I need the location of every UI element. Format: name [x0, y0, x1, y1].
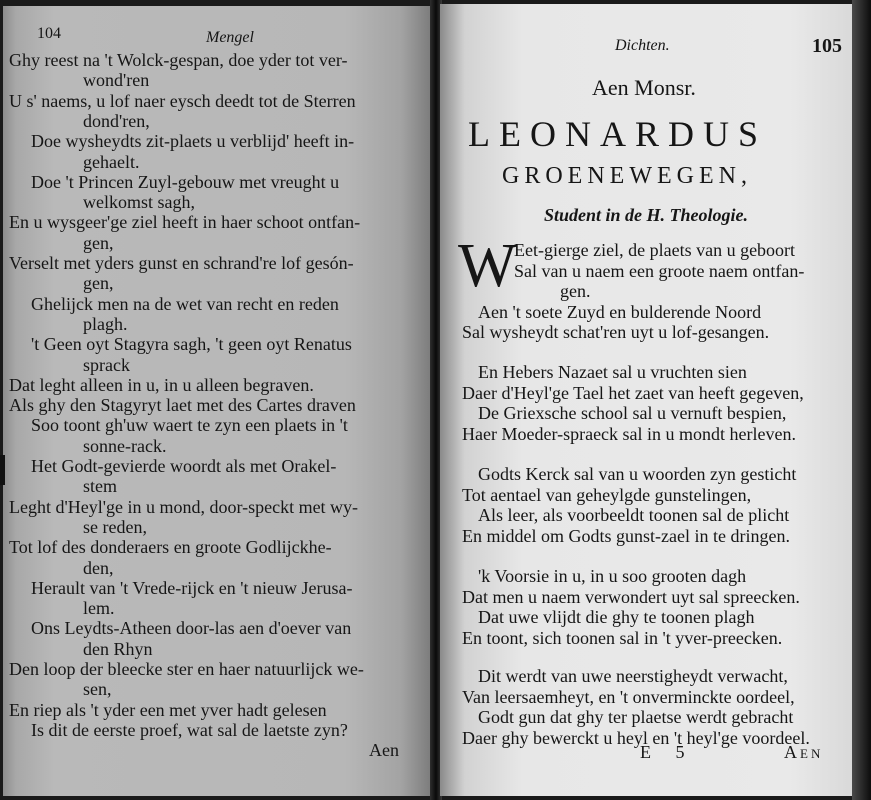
- text-line: Ghelijck men na de wet van recht en reden: [31, 293, 339, 314]
- poem-line: 'k Voorsie in u, in u soo grooten dagh: [478, 566, 747, 586]
- text-line: 't Geen oyt Stagyra sagh, 't geen oyt Renatus: [31, 334, 352, 355]
- poem-line: Dat men u naem verwondert uyt sal spreecken.: [462, 586, 800, 607]
- running-head: Dichten.: [615, 37, 670, 54]
- left-page: [3, 6, 431, 796]
- poem-line: Daer ghy bewerckt u heyl en 't heyl'ge voordeel.: [462, 727, 810, 748]
- poem-line: Aen 't soete Zuyd en bulderende Noord: [478, 301, 762, 322]
- text-line: se reden,: [83, 516, 147, 537]
- text-line: Het Godt-gevierde woordt als met Orakel-: [31, 456, 337, 476]
- poem-line: Van leersaemheyt, en 't onverminckte oordeel,: [462, 686, 795, 707]
- text-line: Ons Leydts-Atheen door-las aen d'oever van: [31, 618, 352, 639]
- title-name: LEONARDUS: [468, 114, 768, 154]
- text-line: gen,: [83, 232, 114, 253]
- right-page: [440, 4, 852, 796]
- poem-line: Eet-gierge ziel, de plaets van u geboort: [514, 240, 796, 260]
- text-line: Verselt met yders gunst en schrand're lof gesón-: [9, 253, 354, 273]
- text-line: sen,: [83, 679, 112, 700]
- poem-line: Dat uwe vlijdt die ghy te toonen plagh: [478, 607, 755, 627]
- poem-line: Godts Kerck sal van u woorden zyn gesticht: [478, 464, 797, 484]
- text-line: den,: [83, 557, 114, 578]
- text-line: den Rhyn: [83, 638, 153, 659]
- page-number: 104: [37, 25, 61, 42]
- poem-line: Godt gun dat ghy ter plaetse werdt gebracht: [478, 707, 794, 727]
- text-line: gen,: [83, 273, 114, 294]
- poem-line: En middel om Godts gunst-zael in te dringen.: [462, 525, 790, 546]
- poem-line: Tot aentael van geheylgde gunstelingen,: [462, 484, 752, 505]
- poem-line: Als leer, als voorbeeldt toonen sal de plicht: [478, 505, 790, 525]
- poem-line: Dit werdt van uwe neerstigheydt verwacht,: [478, 666, 788, 686]
- poem-line: Daer d'Heyl'ge Tael het zaet van heeft gegeven,: [462, 382, 804, 403]
- poem-line: Haer Moeder-spraeck sal in u mondt herleven.: [462, 423, 797, 444]
- text-line: plagh.: [83, 313, 128, 334]
- poem-line: En toont, sich toonen sal in 't yver-preecken.: [462, 627, 783, 648]
- poem-line: En Hebers Nazaet sal u vruchten sien: [478, 362, 747, 382]
- poem-line: De Griexsche school sal u vernuft bespien,: [478, 403, 787, 423]
- text-line: stem: [83, 476, 117, 497]
- text-line: wond'ren: [83, 70, 150, 91]
- poem-line: gen.: [560, 281, 591, 301]
- text-line: welkomst sagh,: [83, 192, 195, 213]
- text-line: Soo toont gh'uw waert te zyn een plaets in 't: [31, 415, 348, 436]
- text-line: Leght d'Heyl'ge in u mond, door-speckt met wy-: [9, 496, 359, 517]
- text-line: Herault van 't Vrede-rijck en 't nieuw Jerusa-: [31, 577, 353, 598]
- text-line: En riep als 't yder een met yver hadt gelesen: [9, 699, 327, 720]
- page-number: 105: [812, 35, 842, 57]
- text-line: U s' naems, u lof naer eysch deedt tot de Sterren: [9, 90, 356, 111]
- text-line: gehaelt.: [83, 151, 140, 172]
- poem-line: Sal van u naem een groote naem ontfan-: [514, 260, 805, 281]
- text-line: sprack: [83, 354, 130, 375]
- text-line: Dat leght alleen in u, in u alleen begraven.: [9, 374, 314, 395]
- catchword: Aen: [369, 740, 399, 760]
- catchword: Aen: [784, 742, 824, 762]
- drop-cap: W: [458, 232, 517, 300]
- text-line: Tot lof des donderaers en groote Godlijckhe-: [9, 537, 332, 558]
- text-line: Is dit de eerste proef, wat sal de laetste zyn?: [31, 719, 348, 740]
- text-line: Als ghy den Stagyryt laet met des Cartes draven: [9, 395, 356, 416]
- text-line: Den loop der bleecke ster en haer natuurlijck we-: [9, 659, 364, 679]
- text-line: dond'ren,: [83, 110, 150, 131]
- text-line: lem.: [83, 598, 115, 619]
- text-line: Ghy reest na 't Wolck-gespan, doe yder tot ver-: [9, 50, 348, 70]
- title-surname: GROENEWEGEN,: [502, 163, 752, 189]
- subtitle: Student in de H. Theologie.: [544, 205, 749, 225]
- poem-line: Sal wysheydt schat'ren uyt u lof-gesangen.: [462, 322, 770, 342]
- text-line: sonne-rack.: [83, 435, 167, 456]
- text-line: Doe 't Princen Zuyl-gebouw met vreught u: [31, 171, 340, 192]
- binding-mark: [0, 455, 5, 485]
- dedication-heading: Aen Monsr.: [592, 75, 696, 100]
- text-line: Doe wysheydts zit-plaets u verblijd' heeft in-: [31, 131, 355, 152]
- page-edge: [852, 0, 871, 800]
- text-line: En u wysgeer'ge ziel heeft in haer schoot ontfan-: [9, 212, 361, 233]
- running-head: Mengel: [206, 29, 254, 46]
- signature-mark: E 5: [640, 742, 695, 762]
